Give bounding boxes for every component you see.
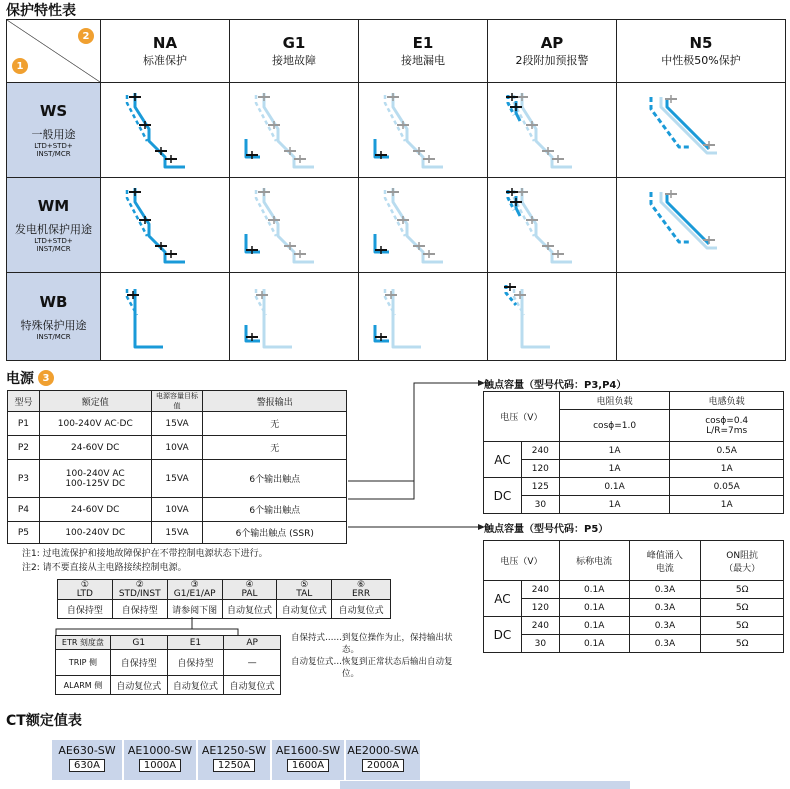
table-row: P2 24-60V DC 10VA 无 <box>8 436 347 460</box>
curve-diagram-wm-na <box>105 180 225 266</box>
table-row: ALARM 侧 自动复位式 自动复位式 自动复位式 <box>56 676 281 695</box>
curve-cell <box>230 178 359 273</box>
ct-item: AE1000-SW 1000A <box>124 740 196 780</box>
col-header-na: NA 标准保护 <box>101 20 230 83</box>
etr-table <box>55 635 281 695</box>
protection-title: 保护特性表 <box>6 3 76 19</box>
ct-item: AE1600-SW 1600A <box>272 740 344 780</box>
note-2: 注2: 请不要直接从主电路接续控制电源。 <box>22 563 187 573</box>
col-header-ap: AP 2段附加预报警 <box>488 20 617 83</box>
table-row: AC 240 0.1A 0.3A 5Ω <box>484 581 784 599</box>
corner-cell <box>7 20 101 83</box>
table-row: P3 100-240V AC 100-125V DC 15VA 6个输出触点 <box>8 460 347 498</box>
curve-diagram-wb-ap <box>492 275 612 355</box>
table-row: P5 100-240V DC 15VA 6个输出触点 (SSR) <box>8 522 347 544</box>
curve-cell <box>617 178 786 273</box>
alarm-pointer <box>50 617 290 637</box>
badge-2: 2 <box>78 28 94 44</box>
table-row: P1 100-240V AC·DC 15VA 无 <box>8 412 347 436</box>
curve-cell <box>488 273 617 361</box>
col-header-e1: E1 接地漏电 <box>359 20 488 83</box>
protection-table <box>6 19 786 361</box>
curve-diagram-wb-e1 <box>363 275 483 355</box>
badge-3: 3 <box>38 370 54 386</box>
curve-diagram-wb-na <box>105 275 225 355</box>
curve-diagram-ws-na <box>105 85 225 171</box>
row-header-wm: WM 发电机保护用途 LTD+STD+ INST/MCR <box>7 178 101 273</box>
curve-cell <box>101 83 230 178</box>
badge-1: 1 <box>12 58 28 74</box>
table-row: 120 0.1A 0.3A 5Ω <box>484 599 784 617</box>
table-row: P4 24-60V DC 10VA 6个输出触点 <box>8 498 347 522</box>
curve-diagram-ws-g1 <box>234 85 354 171</box>
ct-item: AE630-SW 630A <box>52 740 122 780</box>
table-row: DC 240 0.1A 0.3A 5Ω <box>484 617 784 635</box>
row-header-wb: WB 特殊保护用途 INST/MCR <box>7 273 101 361</box>
power-header-model: 型号 <box>8 391 40 412</box>
ct-item: AE1250-SW 1250A <box>198 740 270 780</box>
col-header-g1: G1 接地故障 <box>230 20 359 83</box>
definition-auto-reset: 自动复位式… 恢复到正常状态后输出自动复位。 <box>291 657 453 679</box>
table-row: 自保持型 自保持型 请参阅下图 自动复位式 自动复位式 自动复位式 <box>58 600 391 619</box>
definition-self-hold: 自保持式…… 到复位操作为止，保持输出状态。 <box>291 633 453 655</box>
curve-diagram-wb-g1 <box>234 275 354 355</box>
table-row: 120 1A 1A <box>484 460 784 478</box>
note-1: 注1: 过电流保护和接地故障保护在不带控制电源状态下进行。 <box>22 549 268 559</box>
curve-cell <box>101 273 230 361</box>
ct-item: AE2000-SWA 2000A <box>346 740 420 780</box>
contact-p5-table: 电压（V） 标称电流 峰值涌入 电流 ON阻抗 （最大） AC 240 0.1A 0.3A 5Ω 120 0.1A 0.3A 5Ω DC 240 0.1A 0.3A 5Ω 30 0.1A 0.3A 5Ω <box>483 540 784 653</box>
curve-diagram-wm-e1 <box>363 180 483 266</box>
ct-title: CT额定值表 <box>6 713 82 729</box>
curve-cell <box>359 83 488 178</box>
curve-diagram-ws-e1 <box>363 85 483 171</box>
curve-diagram-wm-g1 <box>234 180 354 266</box>
power-title: 电源 <box>6 371 34 387</box>
row-header-ws: WS 一般用途 LTD+STD+ INST/MCR <box>7 83 101 178</box>
curve-diagram-wm-n5 <box>621 180 781 266</box>
curve-cell <box>230 273 359 361</box>
alarm-output-table <box>57 579 391 619</box>
ct-row <box>52 740 420 780</box>
contact-p34-title: 触点容量（型号代码：P3,P4） <box>484 380 627 391</box>
curve-cell <box>617 83 786 178</box>
table-row: DC 125 0.1A 0.05A <box>484 478 784 496</box>
curve-diagram-ws-n5 <box>621 85 781 171</box>
curve-cell <box>488 178 617 273</box>
curve-cell <box>101 178 230 273</box>
power-header-capacity: 电源容量目标值 <box>151 391 203 412</box>
power-header-rating: 额定值 <box>39 391 151 412</box>
table-row: ① LTD ② STD/INST ③ G1/E1/AP ④ PAL ⑤ TAL ⑥ ERR <box>58 580 391 600</box>
table-row: TRIP 侧 自保持型 自保持型 — <box>56 650 281 676</box>
table-row: 30 0.1A 0.3A 5Ω <box>484 635 784 653</box>
table-row: ETR 刻度盘 G1 E1 AP <box>56 636 281 650</box>
connector-lines <box>340 375 490 535</box>
ct-band <box>340 781 630 789</box>
curve-diagram-ws-ap <box>492 85 612 171</box>
table-row: 30 1A 1A <box>484 496 784 514</box>
curve-cell <box>359 178 488 273</box>
curve-cell <box>230 83 359 178</box>
power-table <box>7 390 347 544</box>
curve-cell <box>359 273 488 361</box>
contact-p34-table: 电压（V） 电阻负载 电感负载 cosϕ=1.0 cosϕ=0.4 L/R=7ms AC 240 1A 0.5A 120 1A 1A DC 125 0.1A 0.05A 30 1A 1A <box>483 391 784 514</box>
power-header-alarm: 警报输出 <box>203 391 347 412</box>
col-header-n5: N5 中性极50%保护 <box>617 20 786 83</box>
curve-cell <box>488 83 617 178</box>
curve-diagram-wm-ap <box>492 180 612 266</box>
contact-p5-title: 触点容量（型号代码：P5） <box>484 524 609 535</box>
empty-cell <box>617 273 786 361</box>
table-row: AC 240 1A 0.5A <box>484 442 784 460</box>
